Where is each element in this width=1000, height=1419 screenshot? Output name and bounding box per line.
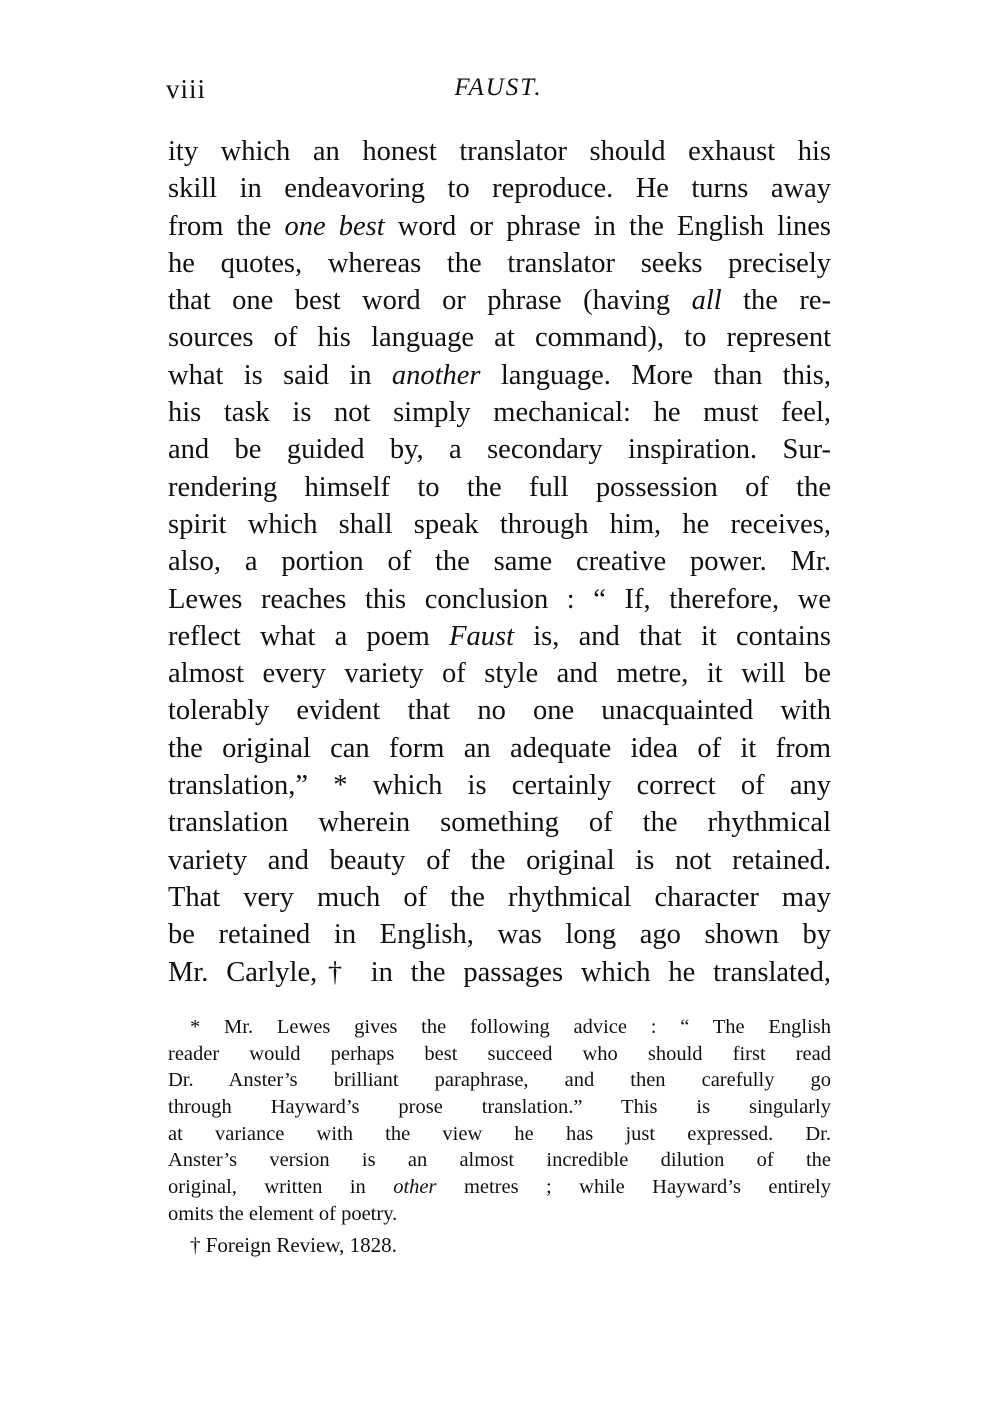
footnote-line: omits the element of poetry.	[168, 1202, 398, 1225]
footnote-line: * Mr. Lewes gives the following advice : “ The English	[190, 1016, 831, 1038]
body-line: ity which an honest translator should exhaust his	[168, 136, 831, 167]
body-line: almost every variety of style and metre, it will be	[168, 658, 831, 690]
footnote-line: Anster’s version is an almost incredible dilution of the	[168, 1149, 831, 1172]
footnote-line: Dr. Anster’s brilliant paraphrase, and then carefully go	[168, 1069, 831, 1092]
body-line: also, a portion of the same creative power. Mr.	[168, 546, 831, 578]
body-line: That very much of the rhythmical character may	[168, 881, 831, 913]
body-line: that one best word or phrase (having all the re-	[168, 285, 831, 317]
body-line: reflect what a poem Faust is, and that it contains	[168, 620, 831, 652]
body-line: his task is not simply mechanical: he must feel,	[168, 397, 831, 429]
body-line: Lewes reaches this conclusion : “ If, therefore, we	[168, 583, 831, 615]
body-line: translation wherein something of the rhythmical	[168, 807, 831, 839]
page-number: viii	[166, 74, 207, 104]
body-line: tolerably evident that no one unacquainted with	[168, 695, 831, 727]
running-head	[166, 74, 831, 110]
body-line: he quotes, whereas the translator seeks precisely	[168, 247, 831, 279]
running-title: FAUST.	[454, 74, 543, 101]
body-line: and be guided by, a secondary inspiration. Sur-	[168, 434, 831, 466]
body-line: Mr. Carlyle,† in the passages which he translated,	[168, 956, 831, 988]
body-line: the original can form an adequate idea of it from	[168, 732, 831, 764]
footnote-line: original, written in other metres ; while Hayward’s entirely	[168, 1176, 831, 1199]
dagger-footnote: † Foreign Review, 1828.	[190, 1232, 397, 1257]
footnote-line: reader would perhaps best succeed who should first read	[168, 1042, 831, 1065]
body-text	[168, 133, 831, 991]
body-line: from the one best word or phrase in the English lines	[168, 210, 831, 242]
body-line: be retained in English, was long ago shown by	[168, 919, 831, 951]
body-line: skill in endeavoring to reproduce. He turns away	[168, 173, 831, 205]
footnote-line: through Hayward’s prose translation.” This is singularly	[168, 1096, 831, 1119]
body-line: what is said in another language. More than this,	[168, 359, 831, 391]
footnote-line: at variance with the view he has just expressed. Dr.	[168, 1122, 831, 1145]
body-line: spirit which shall speak through him, he receives,	[168, 508, 831, 540]
body-line: rendering himself to the full possession of the	[168, 471, 831, 503]
footnotes	[168, 1014, 831, 1258]
body-line: variety and beauty of the original is not retained.	[168, 844, 831, 876]
body-line: sources of his language at command), to represent	[168, 322, 831, 354]
body-line: translation,” * which is certainly correct of any	[168, 770, 831, 802]
